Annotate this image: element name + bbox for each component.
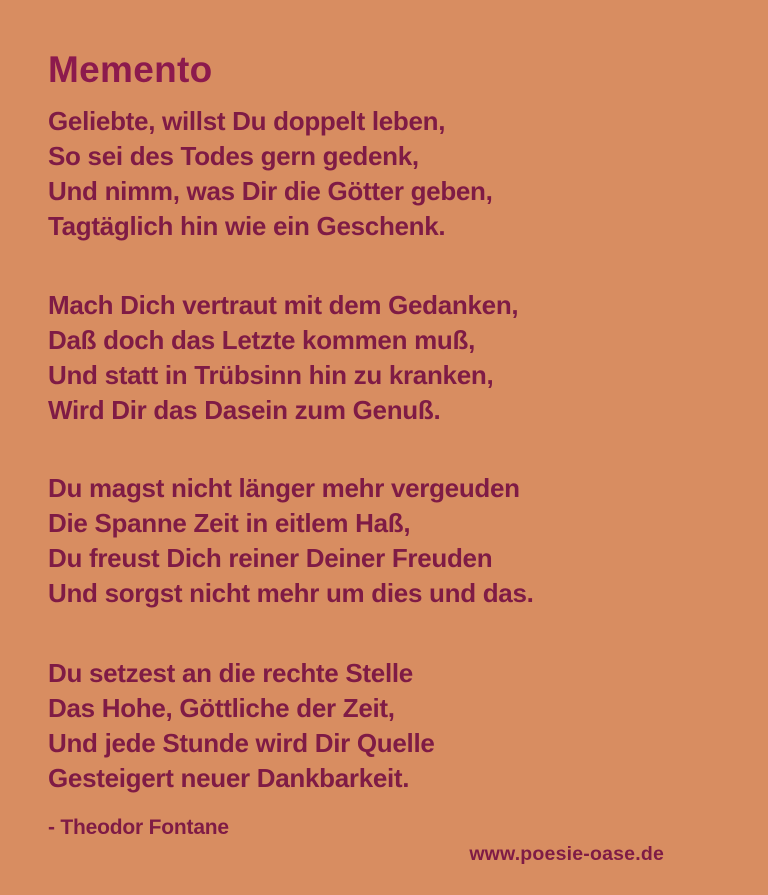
poem-line: Geliebte, willst Du doppelt leben, xyxy=(48,106,446,136)
author-attribution: - Theodor Fontane xyxy=(48,816,229,839)
website-url: www.poesie-oase.de xyxy=(469,843,664,865)
poem-stanza-4 xyxy=(48,656,435,796)
poem-line: Und nimm, was Dir die Götter geben, xyxy=(48,176,493,206)
poem-line: Tagtäglich hin wie ein Geschenk. xyxy=(48,211,446,241)
poem-line: Und jede Stunde wird Dir Quelle xyxy=(48,728,435,758)
poem-line: Du magst nicht länger mehr vergeuden xyxy=(48,473,520,503)
poem-line: Und statt in Trübsinn hin zu kranken, xyxy=(48,360,494,390)
poem-line: Daß doch das Letzte kommen muß, xyxy=(48,325,475,355)
poem-line: So sei des Todes gern gedenk, xyxy=(48,141,419,171)
poem-line: Wird Dir das Dasein zum Genuß. xyxy=(48,395,441,425)
poem-stanza-1 xyxy=(48,104,493,244)
poem-stanza-2 xyxy=(48,288,518,428)
poem-line: Mach Dich vertraut mit dem Gedanken, xyxy=(48,290,519,320)
poem-title: Memento xyxy=(48,49,213,90)
poem-line: Gesteigert neuer Dankbarkeit. xyxy=(48,763,410,793)
poem-line: Du freust Dich reiner Deiner Freuden xyxy=(48,543,493,573)
poem-stanza-3 xyxy=(48,471,534,611)
poem-line: Du setzest an die rechte Stelle xyxy=(48,658,413,688)
poem-line: Und sorgst nicht mehr um dies und das. xyxy=(48,578,534,608)
poem-line: Das Hohe, Göttliche der Zeit, xyxy=(48,693,395,723)
poem-line: Die Spanne Zeit in eitlem Haß, xyxy=(48,508,411,538)
